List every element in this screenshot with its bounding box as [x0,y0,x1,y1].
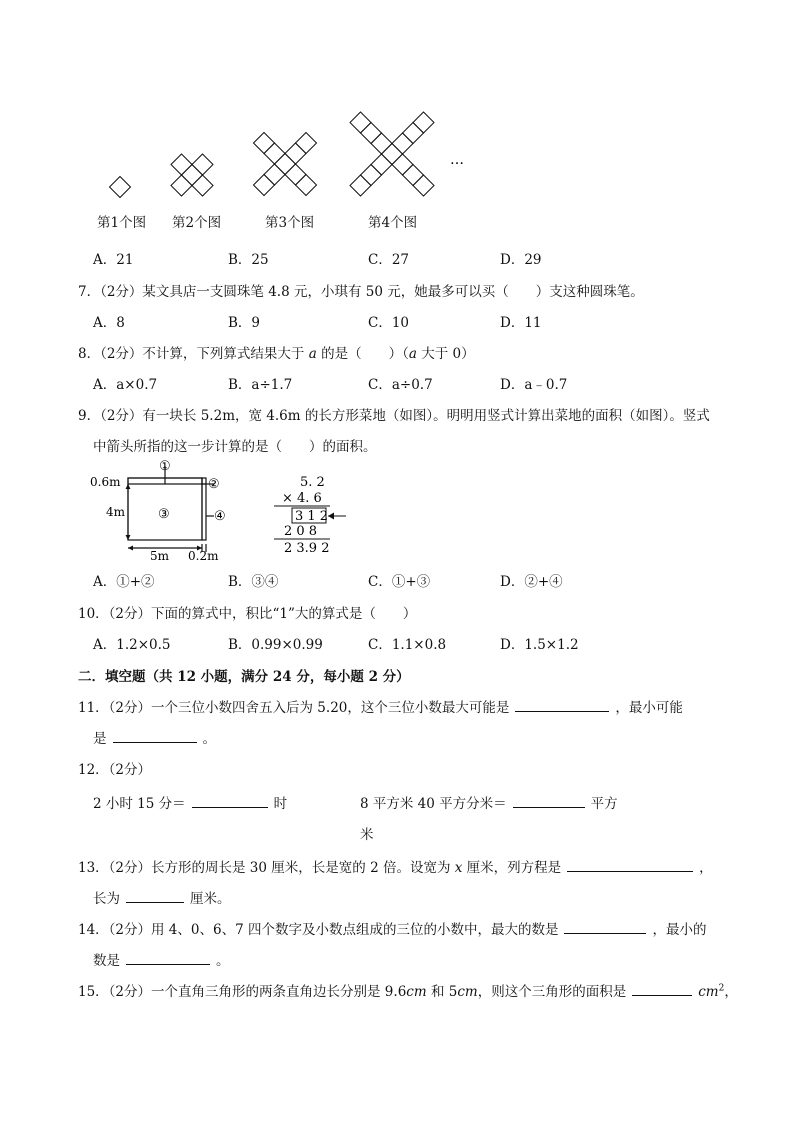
q14-line1 [78,918,706,938]
q11-line2-post: 。 [202,731,216,747]
pattern-diamond [254,133,275,154]
pattern-label-3: 第3个图 [265,215,315,231]
section2-heading: 二．填空题（共 12 小题，满分 24 分，每小题 2 分） [78,669,410,685]
q10-option-d[interactable]: D．1.5×1.2 [500,637,579,653]
q9-calc-partial1: 3 1 2 [295,509,329,524]
pattern-diamond [110,177,131,198]
pattern-diamond [296,133,317,154]
q9-calc-partial2: 2 0 8 [284,524,318,539]
q9-label-06: 0.6m [90,475,121,489]
pattern-diamond [403,165,424,186]
q15-blank-area[interactable] [632,981,692,996]
q14-line2-pre: 数是 [93,953,120,969]
q8-text-post: 大于 0） [416,346,475,362]
q12-right-post: 平方 [590,796,618,812]
pattern-diamond [392,154,413,175]
pattern-diamond [285,164,306,185]
q10-question: 10．（2分）下面的算式中，积比“1”大的算式是（ ） [78,606,417,622]
q11-line2-pre: 是 [93,731,107,747]
q9-option-b[interactable]: B．③④ [228,574,279,590]
q9-question-line1: 9．（2分）有一块长 5.2m，宽 4.6m 的长方形菜地（如图）。明明用竖式计算出菜地的面积（如图）。竖式 [78,408,710,424]
pattern-diamond [285,143,306,164]
q6-option-a[interactable]: A．21 [93,252,134,268]
pattern-diamond [350,175,371,196]
q14-text-post: ，最小的 [652,922,707,938]
pattern-diamond [371,154,392,175]
pattern-diamond [382,144,403,165]
q15-line [78,980,738,1000]
pattern-fig3 [254,133,317,196]
pattern-diamond [275,154,296,175]
q15-end: ， [724,984,738,1000]
pattern-label-2: 第2个图 [172,215,222,231]
pattern-diamond [403,123,424,144]
pattern-diamond [171,154,192,175]
q8-option-d[interactable]: D．a﹣0.7 [500,377,568,393]
q9-label-4m: 4m [106,505,126,519]
q14-line2-post: 。 [216,953,230,969]
pattern-ellipsis: … [450,152,464,168]
pattern-diamond [392,133,413,154]
q12-right [360,792,618,812]
q8-option-b[interactable]: B．a÷1.7 [228,377,293,393]
q13-var: x [454,860,463,876]
q9-region-1: ① [159,459,171,474]
q9-option-c[interactable]: C．①+③ [368,574,431,590]
pattern-diamond [264,143,285,164]
q9-calc-result: 2 3.9 2 [284,541,330,556]
q9-region-4: ④ [214,509,226,524]
q8-question [78,342,475,362]
pattern-diamond [182,165,203,186]
q7-option-a[interactable]: A．8 [93,315,125,331]
q9-calc-arrow-icon [328,513,334,520]
pattern-diamond [296,175,317,196]
q14-line2 [93,949,230,969]
q13-blank-length[interactable] [126,888,184,903]
q12-left [93,792,287,812]
q11-text-pre: 11．（2分）一个三位小数四舍五入后为 5.20，这个三位小数最大可能是 [78,700,510,716]
q8-var2: a [408,346,417,362]
q11-blank-max[interactable] [515,697,609,712]
q9-calc-top: 5. 2 [300,475,325,490]
q6-option-d[interactable]: D．29 [500,252,542,268]
pattern-diamond [350,112,371,133]
q9-region-2: ② [208,477,220,492]
q9-garden-figure [90,456,240,566]
q9-label-02: 0.2m [188,549,219,563]
pattern-diamond [371,133,392,154]
q13-text-mid: 厘米，列方程是 [462,860,562,876]
q8-text-pre: 8．（2分）不计算，下列算式结果大于 [78,346,309,362]
q7-option-d[interactable]: D．11 [500,315,542,331]
q14-blank-min[interactable] [126,950,210,965]
pattern-label-4: 第4个图 [368,215,418,231]
q13-line2 [93,887,231,907]
q10-option-a[interactable]: A．1.2×0.5 [93,637,171,653]
q12-right-pre: 8 平方米 40 平方分米＝ [360,796,507,812]
q9-question-line2: 中箭头所指的这一步计算的是（ ）的面积。 [93,439,377,455]
q15-unit2: cm [457,984,478,1000]
q15-text-post: ，则这个三角形的面积是 [477,984,627,1000]
q15-unit3: cm [698,984,719,1000]
q7-question: 7．（2分）某文具店一支圆珠笔 4.8 元，小琪有 50 元，她最多可以买（ ）支这种圆珠笔。 [78,284,644,300]
q9-option-a[interactable]: A．①+② [93,574,155,590]
q9-region-3: ③ [158,507,170,522]
q12-left-post: 时 [273,796,288,812]
pattern-figure [95,100,475,205]
pattern-diamond [192,154,213,175]
q11-blank-min[interactable] [113,728,197,743]
q10-option-c[interactable]: C．1.1×0.8 [368,637,447,653]
q12-head: 12．（2分） [78,762,152,778]
pattern-fig4 [350,112,434,196]
q9-vertical-calc [270,472,360,557]
pattern-fig2 [171,154,213,196]
q12-blank-hours[interactable] [192,793,268,808]
pattern-diamond [413,112,434,133]
pattern-diamond [171,175,192,196]
q11-text-post: ，最小可能 [615,700,683,716]
q15-text-mid: 和 5 [426,984,458,1000]
q12-left-pre: 2 小时 15 分＝ [93,796,186,812]
q7-option-c[interactable]: C．10 [368,315,410,331]
pattern-diamond [361,165,382,186]
q7-option-b[interactable]: B．9 [228,315,261,331]
q11-line1 [78,696,683,716]
q10-option-b[interactable]: B．0.99×0.99 [228,637,323,653]
q8-text-mid: 的是（ ）（ [316,346,409,362]
q6-option-c[interactable]: C．27 [368,252,410,268]
q13-line1 [78,856,713,876]
q15-unit1: cm [406,984,427,1000]
q12-blank-sqm[interactable] [513,793,585,808]
q8-option-c[interactable]: C．a÷0.7 [368,377,433,393]
q12-right-wrap: 米 [360,827,374,843]
q13-line2-pre: 长为 [93,891,120,907]
q13-text-post: ， [699,860,713,876]
q13-blank-equation[interactable] [567,857,693,872]
q14-blank-max[interactable] [564,919,646,934]
pattern-diamond [254,175,275,196]
pattern-diamond [413,175,434,196]
q9-calc-mult: × 4. 6 [282,491,322,506]
pattern-label-1: 第1个图 [97,215,147,231]
q15-text-pre: 15．（2分）一个直角三角形的两条直角边长分别是 9.6 [78,984,407,1000]
pattern-fig1 [110,177,131,198]
q11-line2 [93,727,216,747]
q9-option-d[interactable]: D．②+④ [500,574,563,590]
q13-text-pre: 13．（2分）长方形的周长是 30 厘米，长是宽的 2 倍。设宽为 [78,860,455,876]
q6-option-b[interactable]: B．25 [228,252,269,268]
pattern-diamond [361,123,382,144]
pattern-diamond [192,175,213,196]
q15-sup: 2 [718,983,725,994]
q14-text-pre: 14．（2分）用 4、0、6、7 四个数字及小数点组成的三位的小数中，最大的数是 [78,922,559,938]
pattern-diamond [264,164,285,185]
q8-option-a[interactable]: A．a×0.7 [93,377,158,393]
q9-label-5m: 5m [150,549,170,563]
q13-line2-post: 厘米。 [190,891,231,907]
q8-var: a [308,346,317,362]
